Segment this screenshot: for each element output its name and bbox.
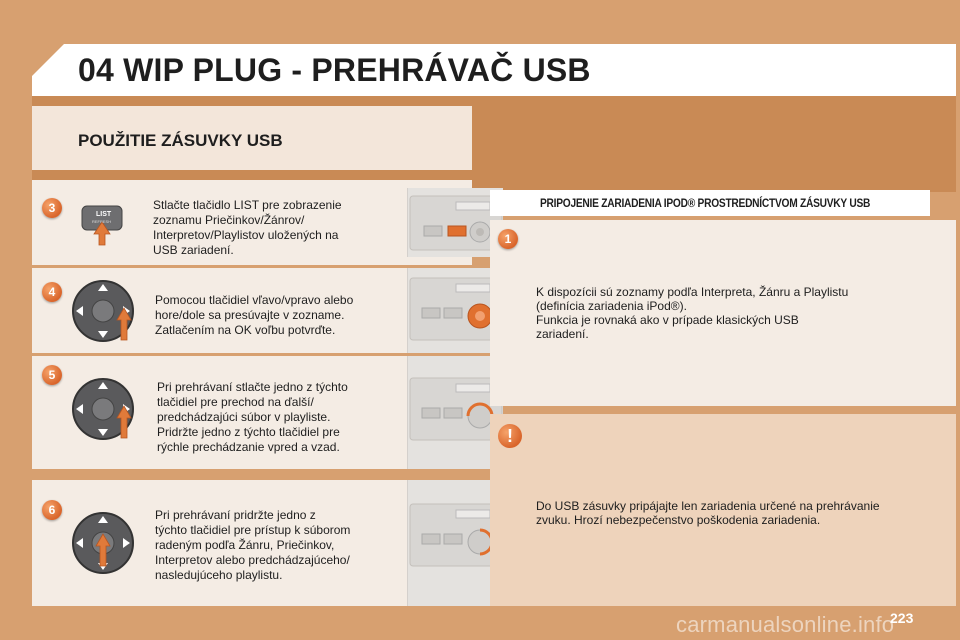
step-text-4: Pomocou tlačidiel vľavo/vpravo alebo hore/dole sa presúvajte v zozname. Zatlačením na OK voľbu potvrďte.	[155, 293, 354, 337]
radio-unit-icon	[407, 480, 503, 606]
ipod-info-text: K dispozícii sú zoznamy podľa Interpreta, Žánru a Playlistu (definícia zariadenia iPod®). Funkcia je rovnaká ako v prípade klasických USB zariadení.	[536, 285, 849, 341]
step-text-3: Stlačte tlačidlo LIST pre zobrazenie zoznamu Priečinkov/Žánrov/ Interpretov/Playlistov uložených na USB zariadení.	[153, 198, 342, 257]
step-badge-6: 6	[42, 500, 62, 520]
step-text-6: Pri prehrávaní pridržte jedno z týchto tlačidiel pre prístup k súborom radeným podľa Žánru, Priečinkov, Interpretov alebo predchádzajúceho/ nasledujúceho playlistu.	[155, 508, 351, 582]
step-badge-5: 5	[42, 365, 62, 385]
step-badge-1: 1	[498, 229, 518, 249]
right-header-title: PRIPOJENIE ZARIADENIA IPOD® PROSTREDNÍCTVOM ZÁSUVKY USB	[540, 196, 871, 210]
radio-unit-icon	[407, 356, 503, 469]
section-title: POUŽITIE ZÁSUVKY USB	[78, 131, 283, 150]
list-button-icon	[80, 204, 124, 246]
radio-unit-icon	[407, 268, 503, 353]
watermark: carmanualsonline.info	[676, 612, 895, 637]
step-badge-3: 3	[42, 198, 62, 218]
nav-pad-icon	[70, 376, 136, 442]
step-badge-4: 4	[42, 282, 62, 302]
page-number: 223	[890, 610, 914, 626]
nav-pad-icon	[70, 510, 136, 576]
list-button-label: LIST	[96, 211, 112, 218]
list-button-sublabel: REFRESH	[92, 219, 112, 224]
warning-text: Do USB zásuvky pripájajte len zariadenia určené na prehrávanie zvuku. Hrozí nebezpečenstvo poškodenia zariadenia.	[536, 499, 880, 527]
nav-pad-icon	[70, 278, 136, 344]
warning-icon: !	[498, 424, 522, 448]
radio-unit-icon	[407, 188, 503, 257]
step-text-5: Pri prehrávaní stlačte jedno z týchto tlačidiel pre prechod na ďalší/ predchádzajúci súbor v playliste. Pridržte jedno z týchto tlačidiel pre rýchle prechádzanie vpred a vzad.	[157, 380, 348, 454]
page-title: 04 WIP PLUG - PREHRÁVAČ USB	[78, 52, 591, 88]
